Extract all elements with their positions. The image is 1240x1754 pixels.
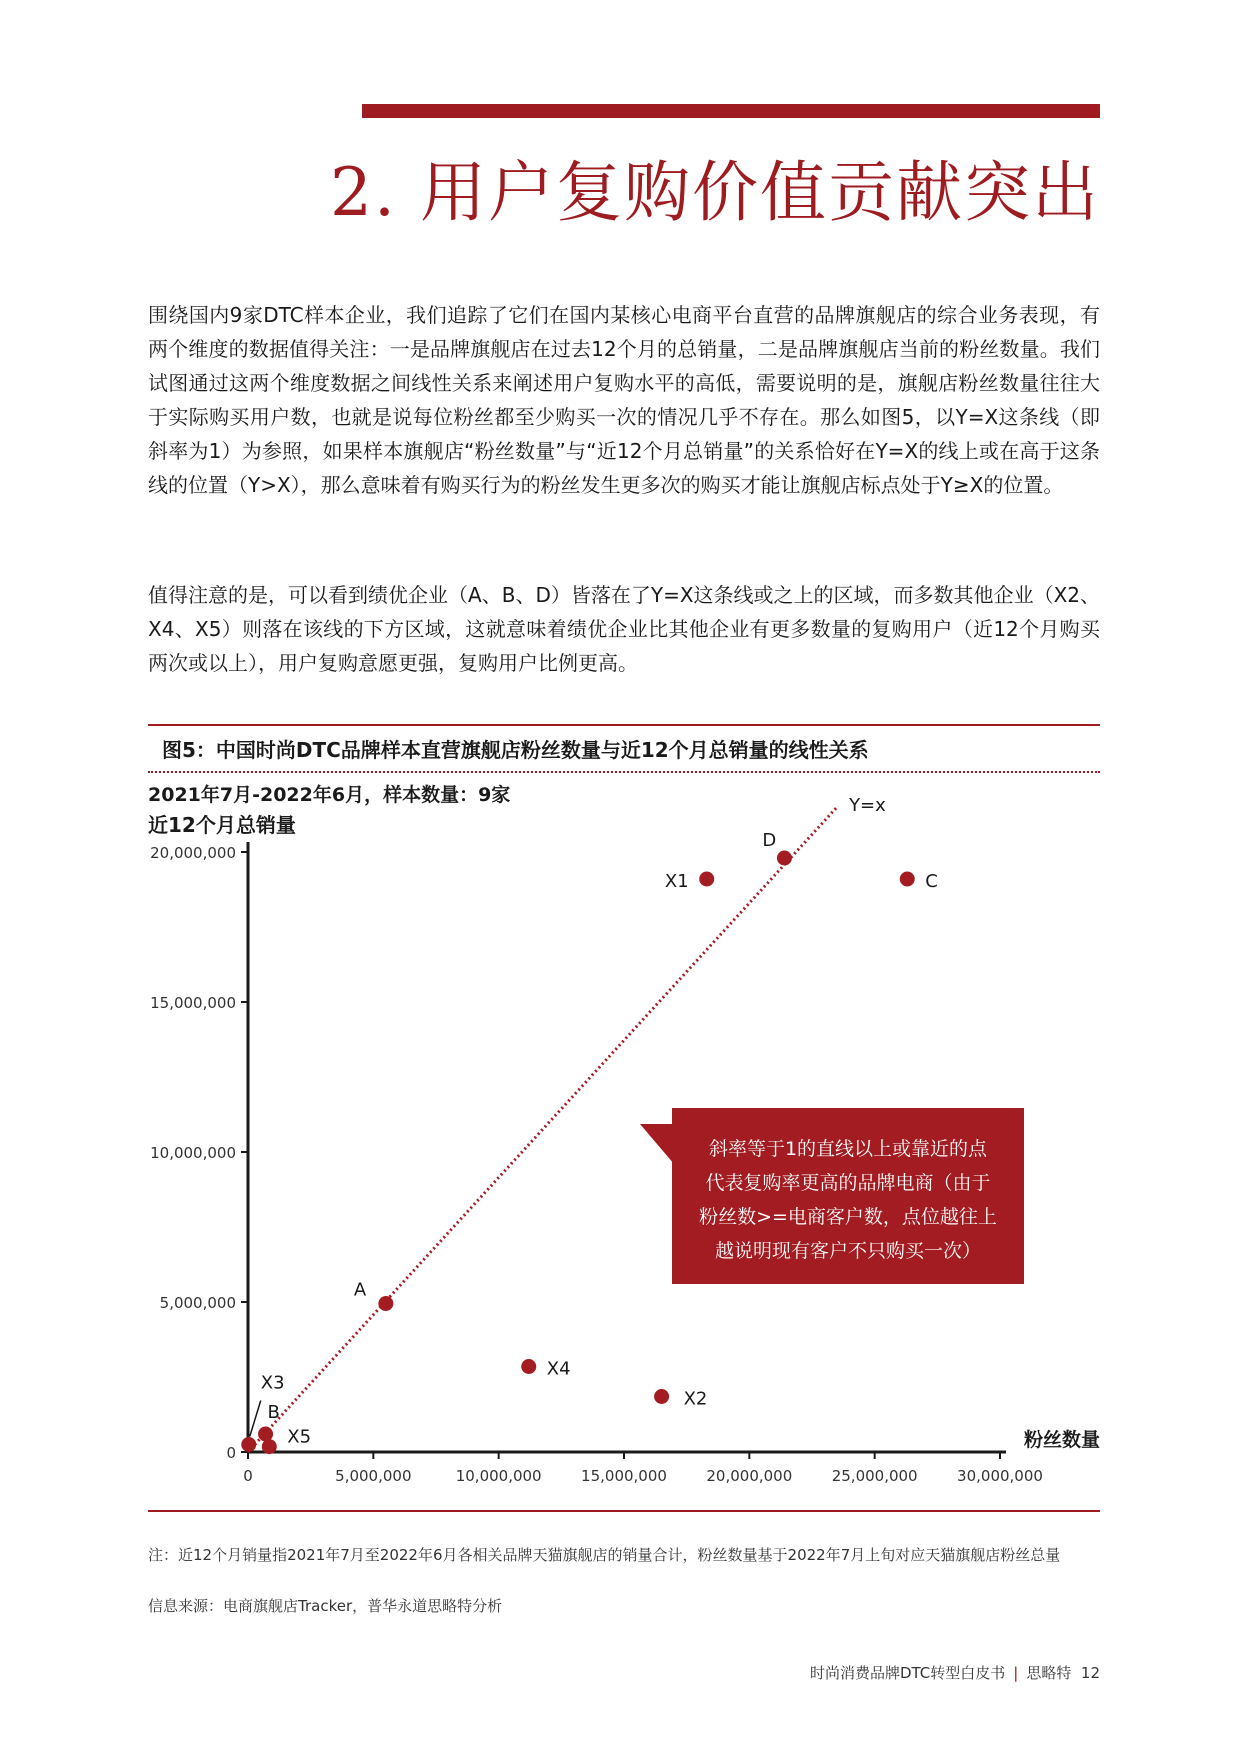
data-point-x3 <box>241 1437 256 1452</box>
footer-brand: 思略特 <box>1026 1664 1072 1682</box>
callout-line: 斜率等于1的直线以上或靠近的点 <box>708 1138 988 1160</box>
point-label: X3 <box>260 1372 285 1394</box>
point-label: X4 <box>546 1358 571 1380</box>
point-label: A <box>353 1279 367 1301</box>
x-tick-label: 30,000,000 <box>957 1467 1043 1485</box>
callout-line: 越说明现有客户不只购买一次） <box>714 1240 981 1262</box>
point-label: X1 <box>664 871 689 892</box>
footer-publication: 时尚消费品牌DTC转型白皮书 <box>809 1664 1006 1682</box>
page-title: 2. 用户复购价值贡献突出 <box>330 154 1100 231</box>
body-paragraph-1: 围绕国内9家DTC样本企业，我们追踪了它们在国内某核心电商平台直营的品牌旗舰店的综合业务表现，有两个维度的数据值得关注：一是品牌旗舰店在过去12个月的总销量，二是品牌旗舰店当前的粉丝数量。我们试图通过这两个维度数据之间线性关系来阐述用户复购水平的高低，需要说明的是，旗舰店粉丝数量往往大于实际购买用户数，也就是说每位粉丝都至少购买一次的情况几乎不存在。那么如图5，以Y=X这条线（即斜率为1）为参照，如果样本旗舰店“粉丝数量”与“近12个月总销量”的关系恰好在Y=X的线上或在高于这条线的位置（Y>X），那么意味着有购买行为的粉丝发生更多次的购买才能让旗舰店标点处于Y≥X的位置。 <box>148 303 1100 497</box>
page-footer <box>810 1662 1100 1683</box>
figure-bottom-rule <box>148 1510 1100 1512</box>
x-tick-label: 25,000,000 <box>831 1467 918 1485</box>
footer-separator: | <box>1013 1664 1019 1682</box>
point-label: D <box>762 830 777 851</box>
data-point-x4 <box>521 1359 536 1374</box>
x-tick-label: 0 <box>243 1467 253 1485</box>
point-label: B <box>267 1402 280 1423</box>
chart-callout <box>672 1108 1024 1284</box>
point-label: C <box>925 871 938 892</box>
x-tick-label: 15,000,000 <box>581 1467 667 1485</box>
figure-subtitle: 2021年7月-2022年6月，样本数量：9家 <box>148 784 511 806</box>
point-label: X2 <box>683 1388 708 1410</box>
x-tick-label: 10,000,000 <box>455 1467 542 1485</box>
x-tick-label: 20,000,000 <box>706 1467 793 1485</box>
data-point-a <box>378 1296 393 1311</box>
y-tick-label: 20,000,000 <box>150 844 236 862</box>
callout-line: 代表复购率更高的品牌电商（由于 <box>705 1172 991 1194</box>
point-label: X5 <box>287 1426 312 1448</box>
y-tick-label: 5,000,000 <box>159 1294 236 1312</box>
figure-note: 注：近12个月销量指2021年7月至2022年6月各相关品牌天猫旗舰店的销量合计，粉丝数量基于2022年7月上旬对应天猫旗舰店粉丝总量 <box>148 1546 1061 1564</box>
data-point-x1 <box>699 872 714 887</box>
reference-line-label: Y=x <box>849 795 886 816</box>
figure-source: 信息来源：电商旗舰店Tracker，普华永道思略特分析 <box>148 1597 503 1615</box>
callout-line: 粉丝数>=电商客户数，点位越往上 <box>699 1206 997 1228</box>
figure-title: 图5：中国时尚DTC品牌样本直营旗舰店粉丝数量与近12个月总销量的线性关系 <box>162 738 869 762</box>
x-tick-label: 5,000,000 <box>335 1467 412 1485</box>
y-tick-label: 15,000,000 <box>150 994 236 1012</box>
y-tick-label: 0 <box>226 1444 236 1462</box>
body-paragraph-2: 值得注意的是，可以看到绩优企业（A、B、D）皆落在了Y=X这条线或之上的区域，而多数其他企业（X2、X4、X5）则落在该线的下方区域，这就意味着绩优企业比其他企业有更多数量的复购用户（近12个月购买两次或以上），用户复购意愿更强，复购用户比例更高。 <box>148 583 1100 675</box>
y-axis-title: 近12个月总销量 <box>148 813 296 837</box>
data-point-d <box>777 851 792 866</box>
data-point-x2 <box>654 1389 669 1404</box>
x-axis-title: 粉丝数量 <box>1023 1429 1100 1451</box>
data-point-c <box>900 872 915 887</box>
data-point-x5 <box>262 1439 277 1454</box>
footer-page-number: 12 <box>1080 1664 1100 1682</box>
y-tick-label: 10,000,000 <box>150 1144 236 1162</box>
